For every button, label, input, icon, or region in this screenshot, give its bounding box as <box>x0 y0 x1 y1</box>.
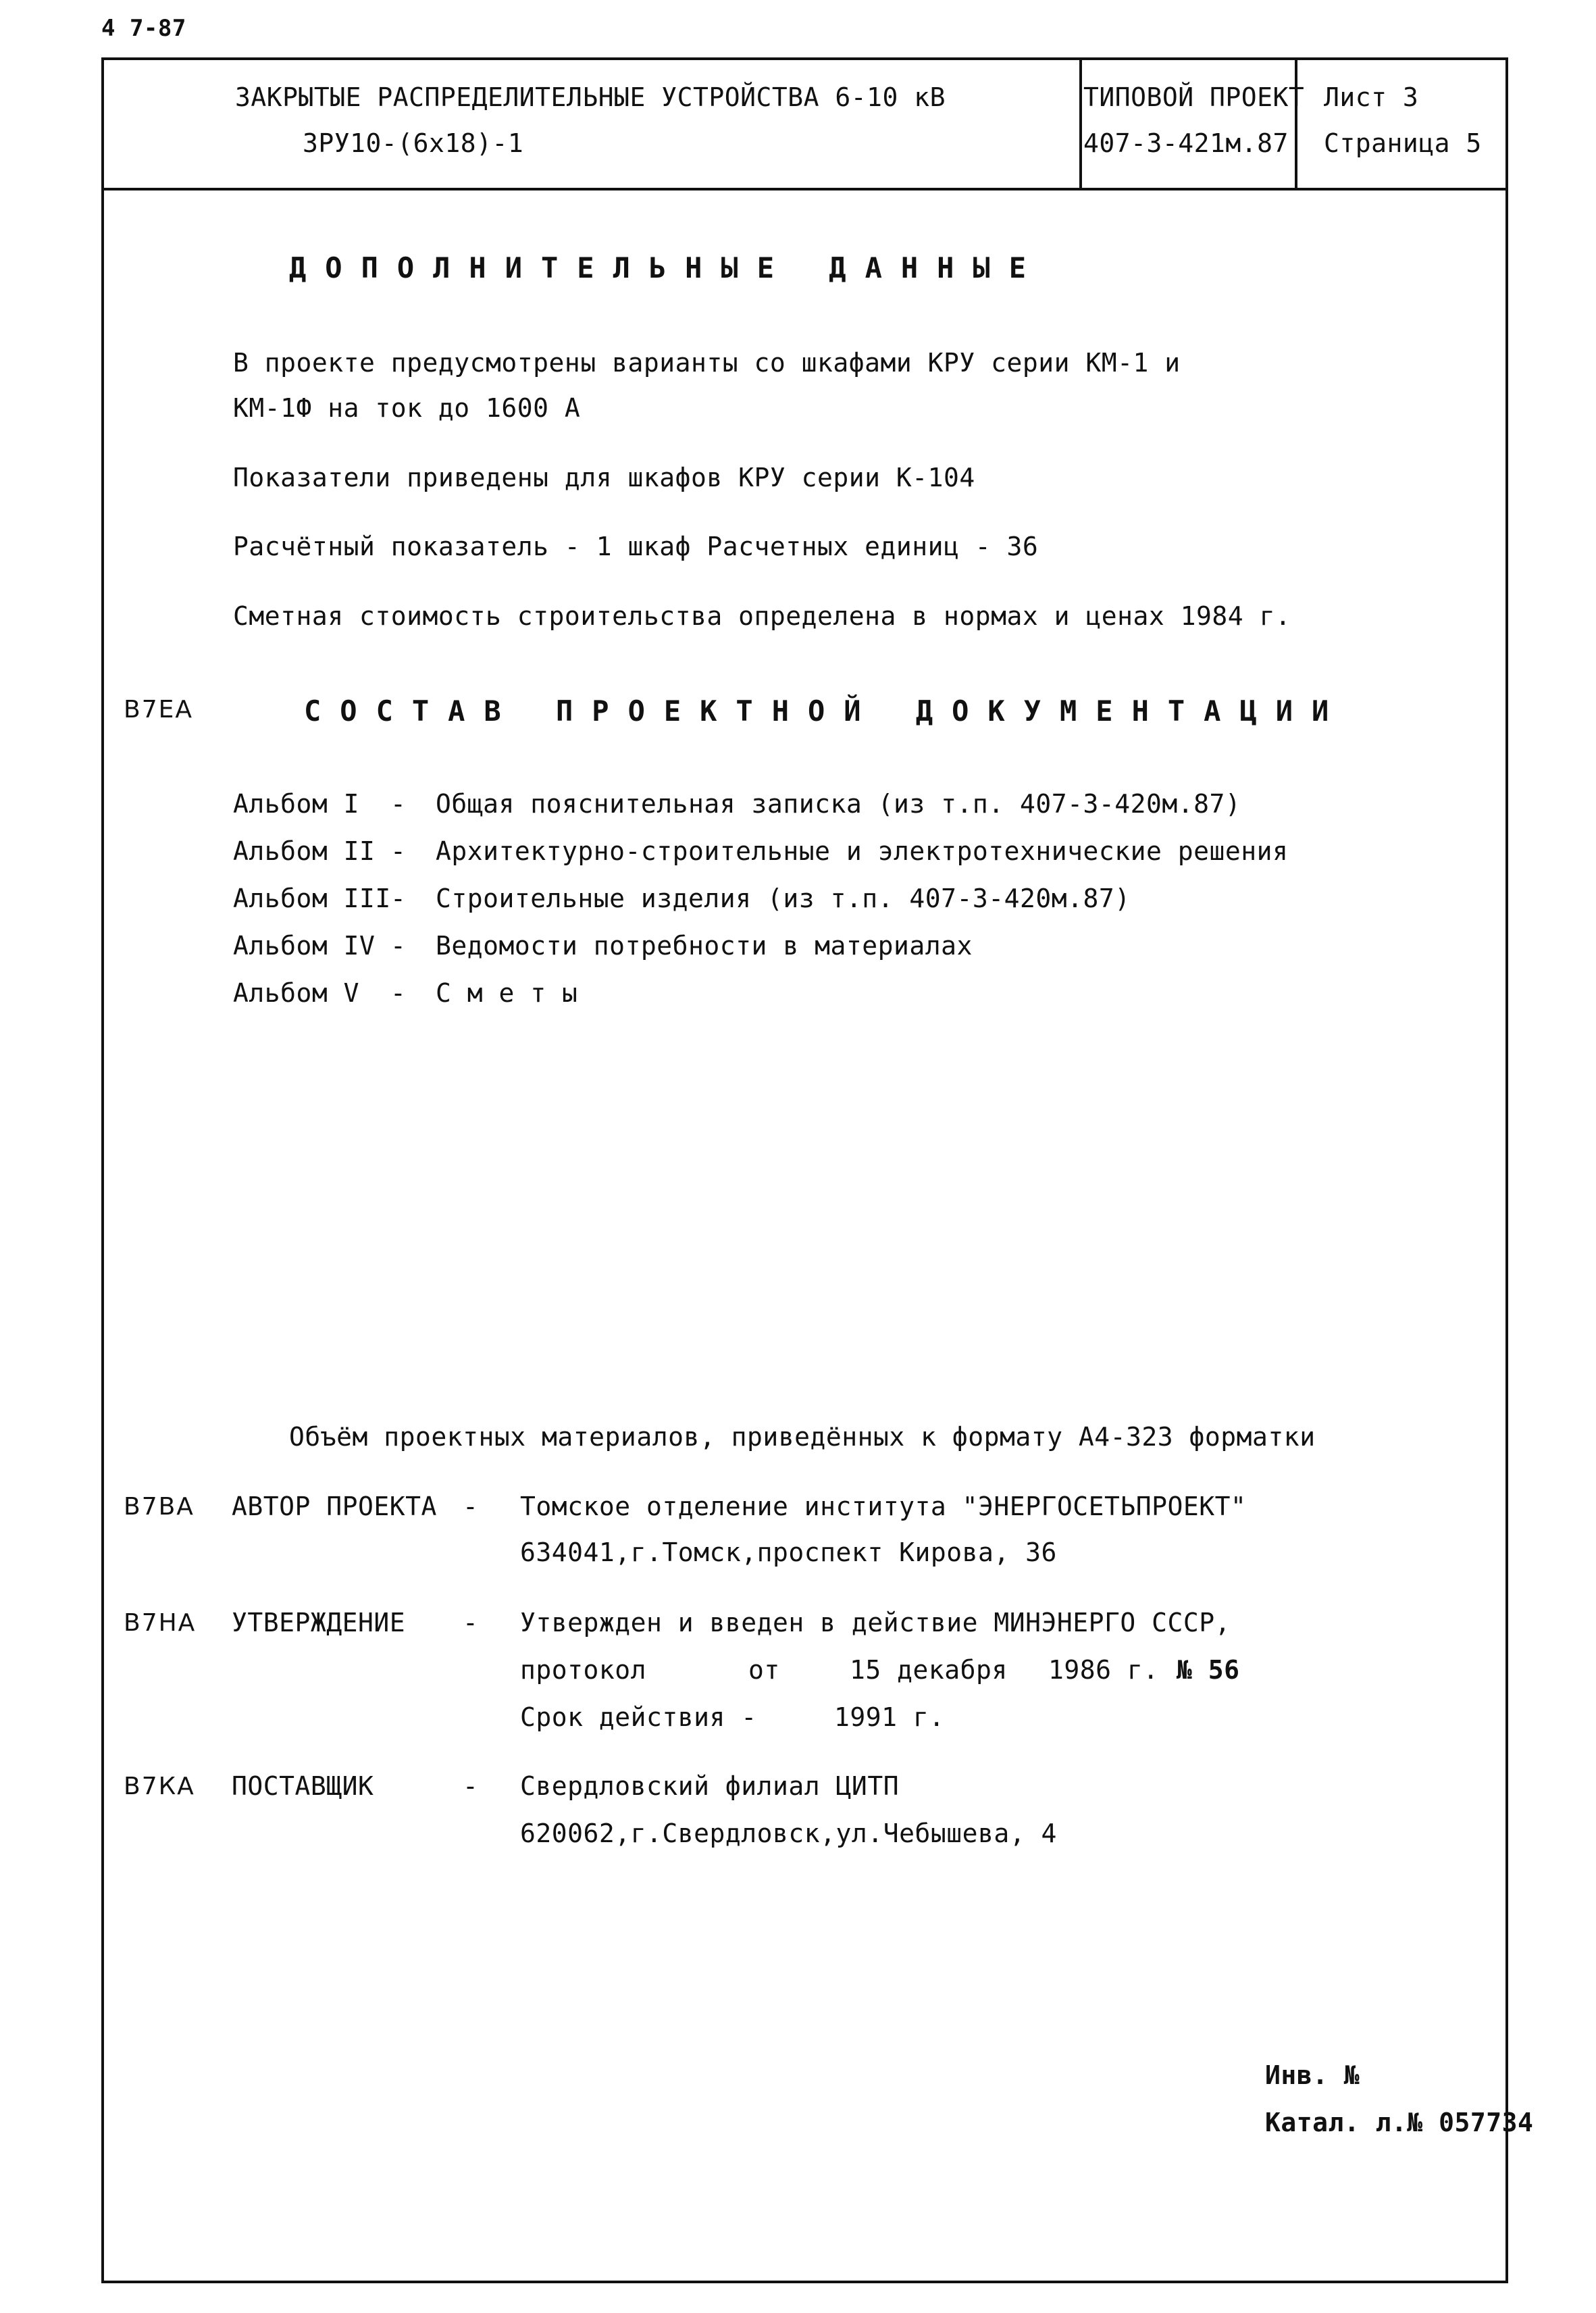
validity-label: Срок действия - <box>520 1702 757 1732</box>
title-line-2: ЗРУ10-(6х18)-1 <box>303 128 524 158</box>
section-code: В7КА <box>124 1773 195 1800</box>
album-dash: - <box>390 884 407 913</box>
supplier-name: Свердловский филиал ЦИТП <box>520 1771 900 1801</box>
section-code: В7ЕА <box>124 696 193 723</box>
sheet-number: Лист 3 <box>1324 82 1419 112</box>
paragraph: Показатели приведены для шкафов КРУ серии К-104 <box>233 463 975 492</box>
approval-text: Утвержден и введен в действие МИНЭНЕРГО СССР, <box>520 1608 1231 1637</box>
header-col-divider-1 <box>1079 57 1082 190</box>
album-description: Общая пояснительная записка (из т.п. 407-3-420м.87) <box>436 789 1241 819</box>
protocol-number: № 56 <box>1177 1655 1240 1685</box>
catalog-number: Катал. л.№ 057734 <box>1265 2108 1534 2137</box>
project-number: 407-3-421м.87 <box>1083 128 1289 158</box>
album-description: Архитектурно-строительные и электротехнические решения <box>436 836 1289 866</box>
corner-mark: 4 7-87 <box>101 15 186 42</box>
album-name: Альбом II <box>233 836 376 866</box>
volume-note: Объём проектных материалов, приведённых к формату А4-323 форматки <box>289 1422 1316 1452</box>
section-label: ПОСТАВЩИК <box>232 1771 374 1801</box>
protocol-date: 15 декабря <box>850 1655 1008 1685</box>
album-name: Альбом I <box>233 789 360 819</box>
album-dash: - <box>390 978 407 1008</box>
album-dash: - <box>390 931 407 961</box>
protocol-label: протокол <box>520 1655 647 1685</box>
project-type: ТИПОВОЙ ПРОЕКТ <box>1083 82 1305 112</box>
section-code: В7НА <box>124 1609 197 1637</box>
section-dash: - <box>463 1492 479 1521</box>
section-dash: - <box>463 1608 479 1637</box>
album-name: Альбом IV <box>233 931 376 961</box>
author-address: 634041,г.Томск,проспект Кирова, 36 <box>520 1537 1057 1567</box>
album-description: Ведомости потребности в материалах <box>436 931 973 961</box>
validity-value: 1991 г. <box>834 1702 945 1732</box>
supplier-address: 620062,г.Свердловск,ул.Чебышева, 4 <box>520 1819 1057 1848</box>
album-dash: - <box>390 789 407 819</box>
section-heading: СОСТАВ ПРОЕКТНОЙ ДОКУМЕНТАЦИИ <box>304 694 1348 728</box>
section-label: АВТОР ПРОЕКТА <box>232 1492 437 1521</box>
title-line-1: ЗАКРЫТЫЕ РАСПРЕДЕЛИТЕЛЬНЫЕ УСТРОЙСТВА 6-10 кВ <box>235 82 946 112</box>
paragraph: Сметная стоимость строительства определена в нормах и ценах 1984 г. <box>233 601 1291 631</box>
section-dash: - <box>463 1771 479 1801</box>
author-name: Томское отделение института "ЭНЕРГОСЕТЬПРОЕКТ" <box>520 1492 1247 1521</box>
page-frame <box>101 57 1508 2283</box>
section-code: В7ВА <box>124 1493 195 1521</box>
album-description: С м е т ы <box>436 978 578 1008</box>
paragraph: КМ-1Ф на ток до 1600 А <box>233 393 581 423</box>
album-dash: - <box>390 836 407 866</box>
paragraph: В проекте предусмотрены варианты со шкафами КРУ серии КМ-1 и <box>233 348 1181 378</box>
page-number: Страница 5 <box>1324 128 1482 158</box>
paragraph: Расчётный показатель - 1 шкаф Расчетных единиц - 36 <box>233 532 1039 561</box>
protocol-from: от <box>748 1655 780 1685</box>
header-col-divider-2 <box>1295 57 1297 190</box>
protocol-year: 1986 г. <box>1048 1655 1159 1685</box>
album-name: Альбом III <box>233 884 391 913</box>
section-label: УТВЕРЖДЕНИЕ <box>232 1608 406 1637</box>
section-heading: ДОПОЛНИТЕЛЬНЫЕ ДАННЫЕ <box>289 251 1046 284</box>
album-name: Альбом V <box>233 978 360 1008</box>
inventory-number: Инв. № <box>1265 2060 1360 2090</box>
album-description: Строительные изделия (из т.п. 407-3-420м.87) <box>436 884 1131 913</box>
